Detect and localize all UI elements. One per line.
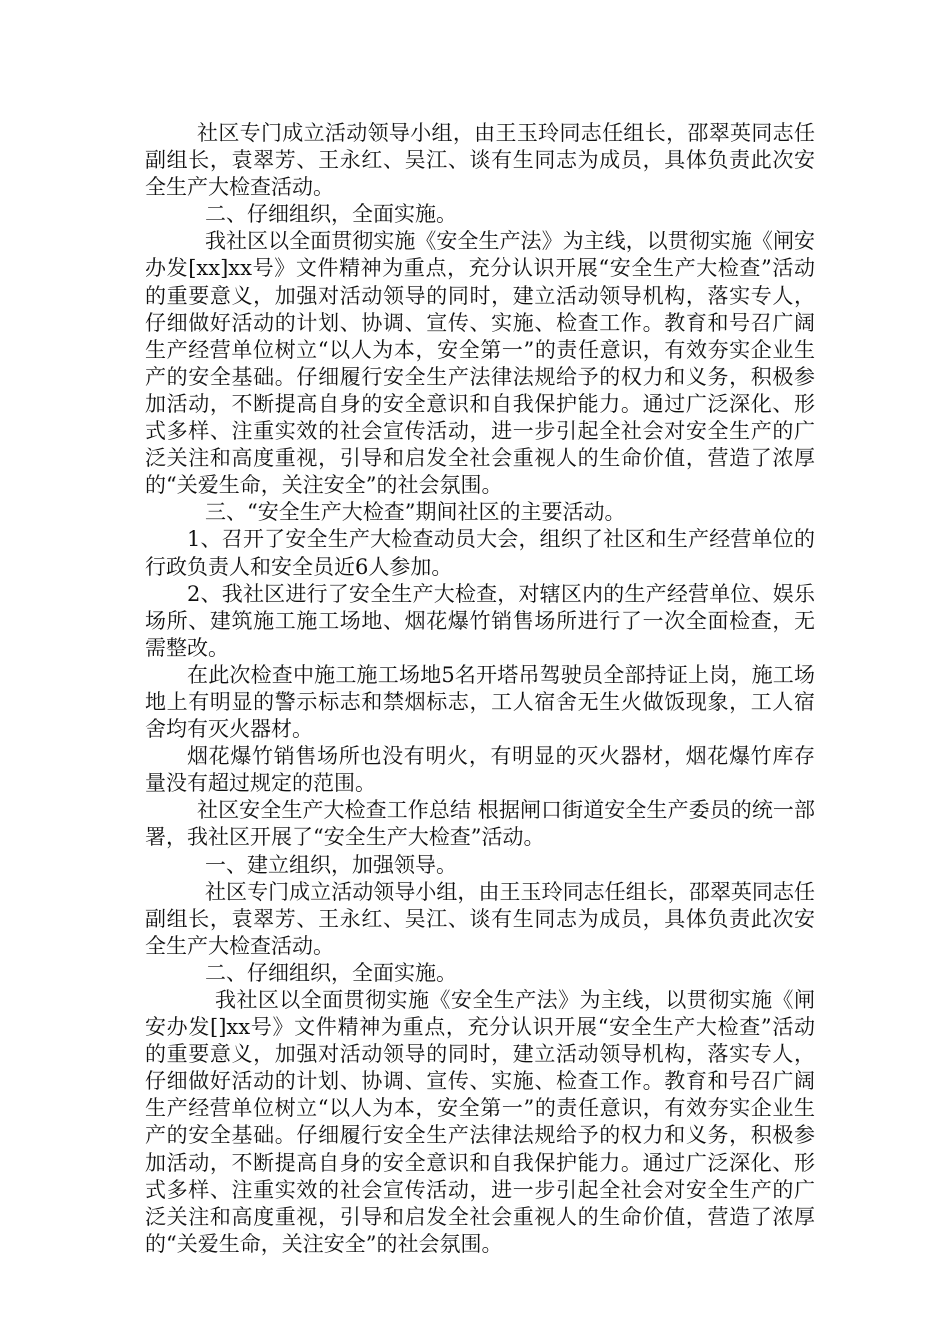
paragraph-fireworks: 烟花爆竹销售场所也没有明火，有明显的灭火器材，烟花爆竹库存量没有超过规定的范围。 — [145, 744, 815, 796]
paragraph-implementation: 我社区以全面贯彻实施《安全生产法》为主线，以贯彻实施《闸安办发[xx]xx号》文件精神为重点，充分认识开展“安全生产大检查”活动的重要意义，加强对活动领导的同时，建立活动领导机构，落实专人，仔细做好活动的计划、协调、宣传、实施、检查工作。教育和号召广阔生产经营单位树立“以人为本，安全第一”的责任意识，有效夯实企业生产的安全基础。仔细履行安全生产法律法规给予的权力和义务，积极参加活动，不断提高自身的安全意识和自我保护能力。通过广泛深化、形式多样、注重实效的社会宣传活动，进一步引起全社会对安全生产的广泛关注和高度重视，引导和启发全社会重视人的生命价值，营造了浓厚的“关爱生命，关注安全”的社会氛围。 — [145, 229, 815, 498]
paragraph-summary-intro: 社区安全生产大检查工作总结 根据闸口街道安全生产委员的统一部署，我社区开展了“安全生产大检查”活动。 — [145, 798, 815, 850]
paragraph-implementation-repeat: 我社区以全面贯彻实施《安全生产法》为主线，以贯彻实施《闸安办发[]xx号》文件精神为重点，充分认识开展“安全生产大检查”活动的重要意义，加强对活动领导的同时，建立活动领导机构，落实专人，仔细做好活动的计划、协调、宣传、实施、检查工作。教育和号召广阔生产经营单位树立“以人为本，安全第一”的责任意识，有效夯实企业生产的安全基础。仔细履行安全生产法律法规给予的权力和义务，积极参加活动，不断提高自身的安全意识和自我保护能力。通过广泛深化、形式多样、注重实效的社会宣传活动，进一步引起全社会对安全生产的广泛关注和高度重视，引导和启发全社会重视人的生命价值，营造了浓厚的“关爱生命，关注安全”的社会氛围。 — [145, 988, 815, 1256]
list-item-mobilization: 1、召开了安全生产大检查动员大会，组织了社区和生产经营单位的行政负责人和安全员近6人参加。 — [145, 527, 815, 579]
section-heading-activities: 三、“安全生产大检查”期间社区的主要活动。 — [205, 500, 626, 525]
paragraph-leader-group: 社区专门成立活动领导小组，由王玉玲同志任组长，邵翠英同志任副组长，袁翠芳、王永红、吴江、谈有生同志为成员，具体负责此次安全生产大检查活动。 — [145, 121, 815, 200]
section-heading-establish: 一、建立组织，加强领导。 — [205, 852, 457, 877]
section-heading-organize-repeat: 二、仔细组织，全面实施。 — [205, 960, 457, 985]
paragraph-leader-group-repeat: 社区专门成立活动领导小组，由王玉玲同志任组长，邵翠英同志任副组长，袁翠芳、王永红、吴江、谈有生同志为成员，具体负责此次安全生产大检查活动。 — [145, 879, 815, 958]
document-body — [145, 120, 815, 1258]
section-heading-organize: 二、仔细组织，全面实施。 — [205, 202, 457, 227]
paragraph-construction-site: 在此次检查中施工施工场地5名开塔吊驾驶员全部持证上岗，施工场地上有明显的警示标志和禁烟标志，工人宿舍无生火做饭现象，工人宿舍均有灭火器材。 — [145, 662, 815, 742]
list-item-inspection: 2、我社区进行了安全生产大检查，对辖区内的生产经营单位、娱乐场所、建筑施工施工场地、烟花爆竹销售场所进行了一次全面检查，无需整改。 — [145, 581, 815, 660]
